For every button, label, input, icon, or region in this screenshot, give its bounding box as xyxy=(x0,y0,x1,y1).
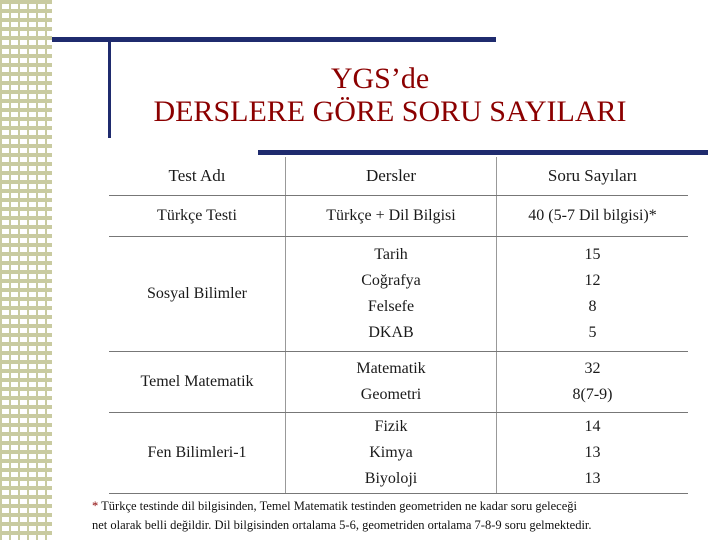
footnote-line1 xyxy=(92,497,712,516)
decorative-stripe-pattern xyxy=(0,0,52,540)
subject-item: Coğrafya xyxy=(361,272,421,289)
footnote-text-line2: net olarak belli değildir. Dil bilgisinden ortalama 5-6, geometriden ortalama 7-8-9 soru gelmektedir. xyxy=(92,518,592,532)
row-counts-list xyxy=(497,352,689,413)
row-test-name: Fen Bilimleri-1 xyxy=(109,413,286,494)
table-row xyxy=(109,413,688,494)
header-test-name: Test Adı xyxy=(109,157,286,196)
row-counts-list xyxy=(497,237,689,352)
count-item: 13 xyxy=(584,444,601,461)
decorative-top-bar xyxy=(52,37,496,42)
count-item: 32 xyxy=(584,360,601,377)
header-question-counts: Soru Sayıları xyxy=(497,157,689,196)
footnote xyxy=(92,497,712,535)
count-item: 8 xyxy=(588,298,597,315)
row-subjects-list xyxy=(286,352,497,413)
count-item: 12 xyxy=(584,272,601,289)
row-count: 40 (5-7 Dil bilgisi)* xyxy=(497,196,689,237)
page-title-line1: YGS’de xyxy=(330,62,430,95)
subject-item: Felsefe xyxy=(367,298,415,315)
row-counts-list xyxy=(497,413,689,494)
subject-item: Geometri xyxy=(360,386,422,403)
table-row xyxy=(109,237,688,352)
row-test-name: Sosyal Bilimler xyxy=(109,237,286,352)
subject-item: Biyoloji xyxy=(364,470,418,487)
count-item: 15 xyxy=(584,246,601,263)
count-item: 13 xyxy=(584,470,601,487)
page-title-line2: DERSLERE GÖRE SORU SAYILARI xyxy=(153,95,627,128)
header-subjects: Dersler xyxy=(286,157,497,196)
decorative-table-bar xyxy=(258,150,708,155)
row-test-name: Temel Matematik xyxy=(109,352,286,413)
count-item: 8(7-9) xyxy=(572,386,613,403)
subject-item: Tarih xyxy=(374,246,408,263)
table-header-row xyxy=(109,157,688,196)
subject-item: Fizik xyxy=(374,418,408,435)
row-subjects-list xyxy=(286,237,497,352)
row-subject: Türkçe + Dil Bilgisi xyxy=(286,196,497,237)
subject-item: Kimya xyxy=(369,444,413,461)
row-subjects-list xyxy=(286,413,497,494)
question-count-table xyxy=(109,157,688,494)
subject-item: DKAB xyxy=(368,324,414,341)
footnote-star: * xyxy=(92,499,99,513)
table-row xyxy=(109,196,688,237)
count-item: 14 xyxy=(584,418,601,435)
row-test-name: Türkçe Testi xyxy=(109,196,286,237)
subject-item: Matematik xyxy=(356,360,426,377)
footnote-text-line1: Türkçe testinde dil bilgisinden, Temel Matematik testinden geometriden ne kadar soru geleceği xyxy=(101,499,577,513)
count-item: 5 xyxy=(588,324,597,341)
table-row xyxy=(109,352,688,413)
